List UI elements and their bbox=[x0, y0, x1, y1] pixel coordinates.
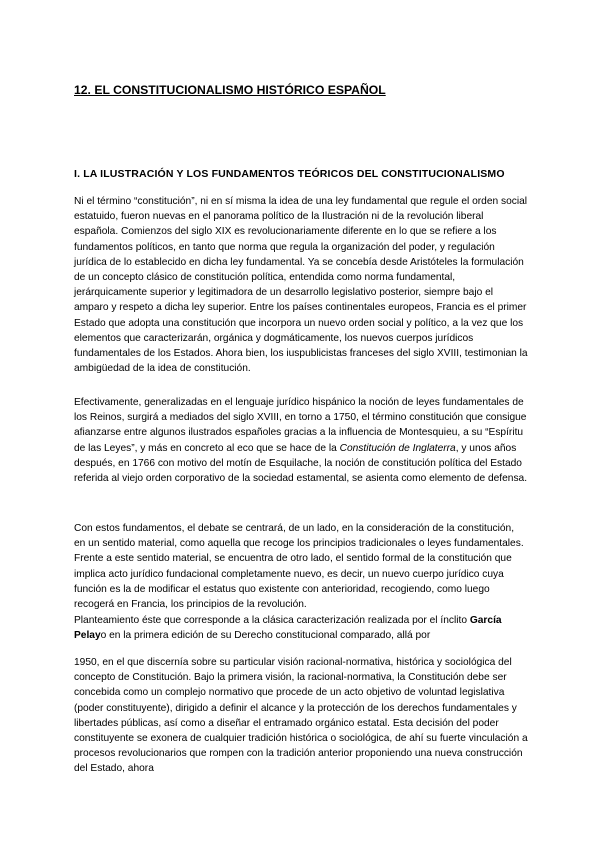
page-title: 12. EL CONSTITUCIONALISMO HISTÓRICO ESPAÑOL bbox=[74, 83, 386, 97]
paragraph-2-text-end: , y unos años después, en 1766 con motivo del motín de Esquilache, la noción de constitución política del Estado referida al viejo orden corporativo de la sociedad estamental, se asienta como elemento de defensa. bbox=[74, 442, 528, 485]
paragraph-2-italic-title: Constitución de Inglaterra bbox=[339, 442, 456, 454]
paragraph-4 bbox=[74, 613, 528, 643]
paragraph-5: 1950, en el que discernía sobre su particular visión racional-normativa, histórica y sociológica del concepto de Constitución. Bajo la primera visión, la racional-normativa, la Constitución debe ser concebida como un complejo normativo que procede de un acto objetivo de voluntad legislativa (poder constituyente), dirigido a definir el alcance y la protección de los derechos fundamentales y libertades públicas, así como a diseñar el entramado orgánico estatal. Esta decisión del poder constituyente se exonera de cualquier tradición histórica o sociológica, de ahí su fuerte vinculación a procesos revolucionarios que rompen con la tradición anterior proponiendo una nueva construcción del Estado, ahora bbox=[74, 657, 528, 775]
paragraph-2 bbox=[74, 395, 528, 486]
paragraph-1: Ni el término “constitución”, ni en sí misma la idea de una ley fundamental que regule el orden social estatuido, fueron nuevas en el panorama político de la Ilustración ni de la revolución liberal española. Comienzos del siglo XIX es revolucionariamente diferente en lo que se refiere a los fundamentos políticos, en tanto que norma que regula la organización del poder, y regulación jurídica de lo establecido en dicha ley fundamental. Ya se concebía desde Aristóteles la formulación de un concepto clásico de constitución política, entendida como norma fundamental, jerárquicamente superior y legitimadora de un desarrollo legislativo posterior, siempre bajo el amparo y respeto a dicha ley superior. Entre los países continentales europeos, Francia es el primer Estado que adopta una constitución que incorpora un nuevo orden social y político, a la vez que los elementos que caracterizarán, orgánica y dogmáticamente, los nuevos cuerpos jurídicos fundamentales de los Estados. Ahora bien, los iuspublicistas franceses del siglo XVIII, testimonian la ambigüedad de la idea de constitución. bbox=[74, 196, 528, 375]
section-heading: I. LA ILUSTRACIÓN Y LOS FUNDAMENTOS TEÓRICOS DEL CONSTITUCIONALISMO bbox=[74, 168, 505, 180]
paragraph-2-text-start: Efectivamente, generalizadas en el lenguaje jurídico hispánico la noción de leyes fundamentales de los Reinos, surgirá a mediados del siglo XVIII, en torno a 1750, el término constitución que consigue afianzarse entre algunos ilustrados españoles gracias a la influencia de Montesquieu, a su “Espíritu de las Leyes”, y más en concreto al eco que se hace de la bbox=[74, 397, 527, 454]
paragraph-3: Con estos fundamentos, el debate se centrará, de un lado, en la consideración de la constitución, en un sentido material, como aquella que recoge los principios tradicionales o leyes fundamentales. Frente a este sentido material, se encuentra de otro lado, el sentido formal de la constitución que implica acto jurídico fundacional completamente nuevo, es decir, un nuevo cuerpo jurídico cuya función es la de modificar el estatus quo existente con anterioridad, recogiendo, como luego recogerá en Francia, los principios de la revolución. bbox=[74, 523, 524, 611]
paragraph-4-text-end: o en la primera edición de su Derecho constitucional comparado, allá por bbox=[100, 630, 431, 642]
paragraph-4-author-name: García Pelay bbox=[74, 615, 502, 642]
paragraph-4-text-start: Planteamiento éste que corresponde a la clásica caracterización realizada por el ínclito bbox=[74, 615, 470, 626]
